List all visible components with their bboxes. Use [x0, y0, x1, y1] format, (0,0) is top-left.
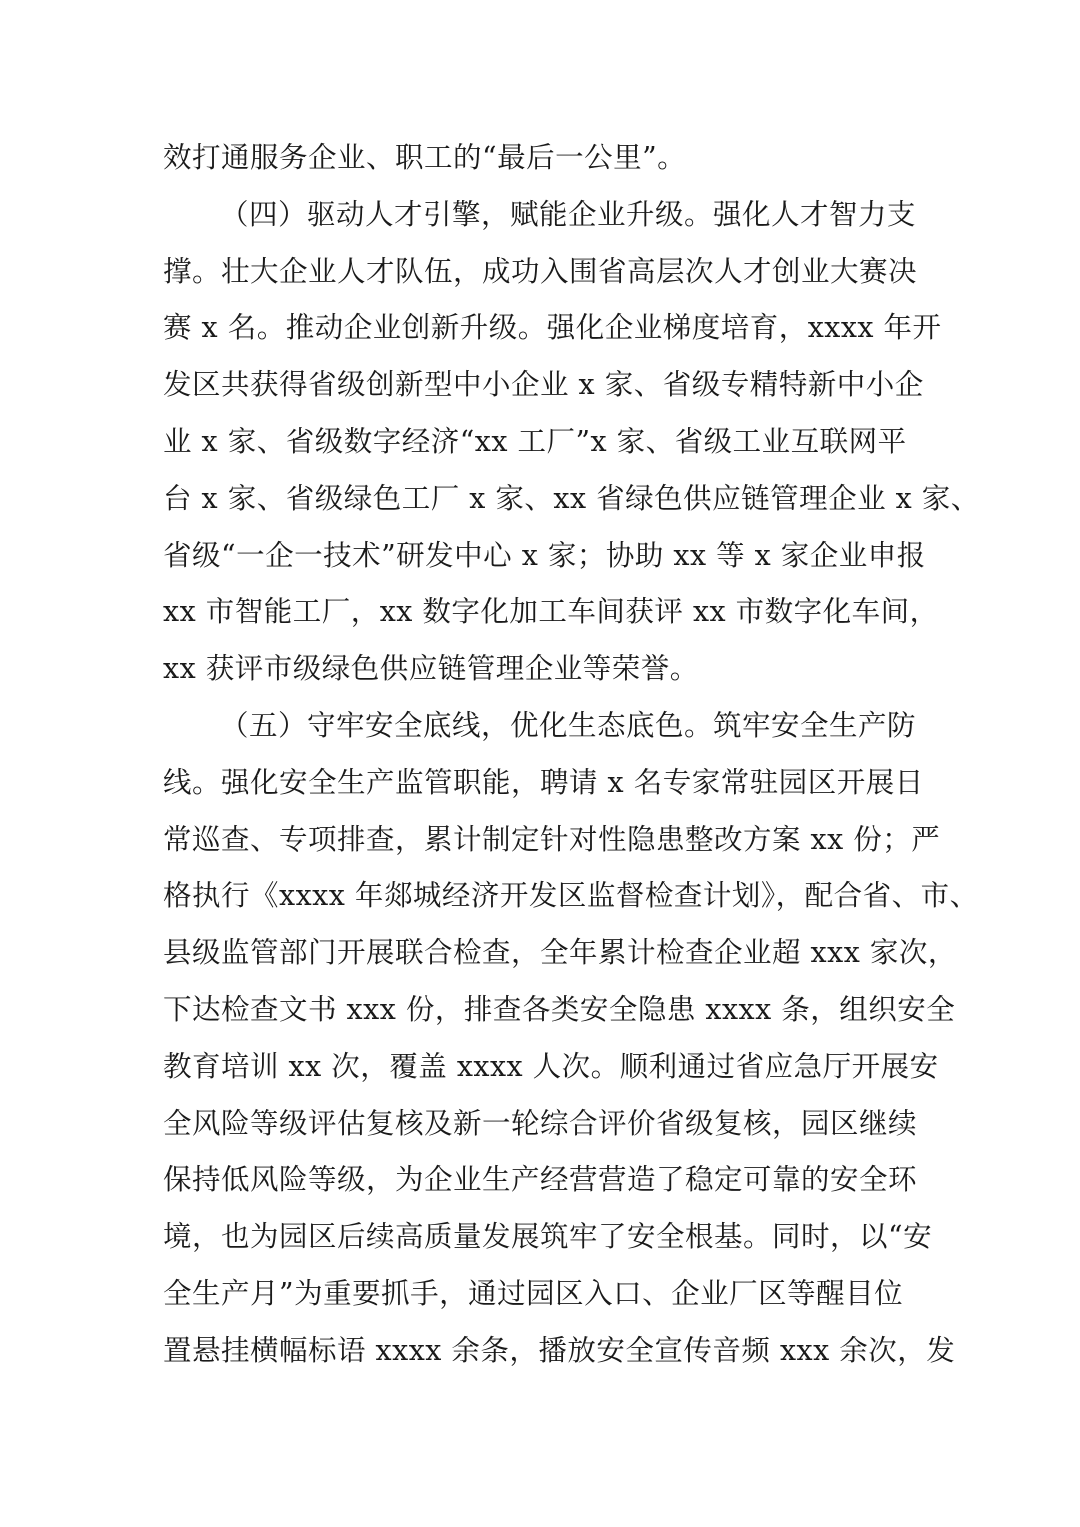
text-line: 保持低风险等级，为企业生产经营营造了稳定可靠的安全环: [163, 1163, 918, 1197]
text-line: xx 市智能工厂，xx 数字化加工车间获评 xx 市数字化车间，: [163, 595, 939, 629]
text-line: 赛 x 名。推动企业创新升级。强化企业梯度培育，xxxx 年开: [163, 311, 942, 345]
text-line: 效打通服务企业、职工的“最后一公里”。: [163, 141, 687, 174]
paragraph-heading-line: （五）守牢安全底线，优化生态底色。筑牢安全生产防: [220, 708, 917, 742]
text-line: 省级“一企一技术”研发中心 x 家；协助 xx 等 x 家企业申报: [163, 538, 926, 572]
paragraph-heading-line: （四）驱动人才引擎，赋能企业升级。强化人才智力支: [220, 197, 917, 231]
document-body: [163, 130, 980, 1380]
text-line: xx 获评市级绿色供应链管理企业等荣誉。: [163, 652, 699, 686]
text-line: 置悬挂横幅标语 xxxx 余条，播放安全宣传音频 xxx 余次，发: [163, 1333, 956, 1367]
text-line: 格执行《xxxx 年郯城经济开发区监督检查计划》，配合省、市、: [163, 879, 979, 913]
text-line: 全生产月”为重要抓手，通过园区入口、企业厂区等醒目位: [163, 1276, 904, 1310]
text-line: 教育培训 xx 次，覆盖 xxxx 人次。顺利通过省应急厅开展安: [163, 1049, 939, 1083]
text-line: 常巡查、专项排查，累计制定针对性隐患整改方案 xx 份；严: [163, 822, 941, 856]
text-line: 台 x 家、省级绿色工厂 x 家、xx 省绿色供应链管理企业 x 家、: [163, 481, 980, 515]
text-line: 撑。壮大企业人才队伍，成功入围省高层次人才创业大赛决: [163, 254, 918, 288]
text-line: 下达检查文书 xxx 份，排查各类安全隐患 xxxx 条，组织安全: [163, 992, 956, 1026]
text-line: 线。强化安全生产监管职能，聘请 x 名专家常驻园区开展日: [163, 765, 924, 799]
text-line: 境，也为园区后续高质量发展筑牢了安全根基。同时，以“安: [163, 1220, 933, 1254]
text-line: 发区共获得省级创新型中小企业 x 家、省级专精特新中小企: [163, 368, 924, 402]
text-line: 业 x 家、省级数字经济“xx 工厂”x 家、省级工业互联网平: [163, 424, 907, 458]
text-line: 全风险等级评估复核及新一轮综合评价省级复核，园区继续: [163, 1106, 918, 1140]
text-line: 县级监管部门开展联合检查，全年累计检查企业超 xxx 家次，: [163, 936, 957, 970]
